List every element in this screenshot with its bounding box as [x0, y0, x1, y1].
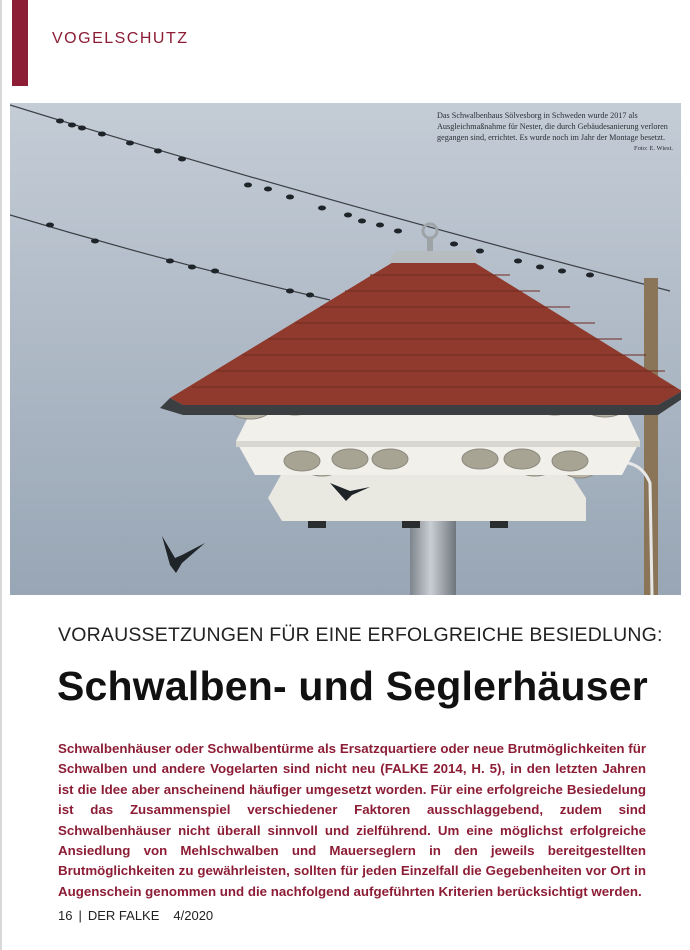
photo-caption	[437, 110, 673, 154]
page-number: 16	[58, 908, 73, 923]
page-edge	[0, 0, 2, 950]
magazine-name: DER FALKE	[87, 908, 160, 923]
photo-illustration	[10, 103, 681, 595]
article-kicker: VORAUSSETZUNGEN FÜR EINE ERFOLGREICHE BESIEDLUNG:	[58, 624, 663, 646]
roof-cap	[388, 251, 480, 263]
page-footer	[58, 908, 213, 923]
issue-number: 4/2020	[173, 908, 214, 923]
section-label: VOGELSCHUTZ	[52, 30, 189, 47]
article-lead: Schwalbenhäuser oder Schwalbentürme als Ersatzquartiere oder neue Brutmöglichkeiten für Schwalben und andere Vogelarten sind nicht neu (FALKE 2014, H. 5), in den letzten Jahren ist die Idee aber anscheinend häufiger umgesetzt worden. Für eine erfolgreiche Besiedelung ist das Zusammenspiel verschiedener Faktoren ausschlaggebend, zudem sind Schwalbenhäuser nicht überall sinnvoll und zielführend. Um eine möglichst erfolgreiche Ansiedlung von Mehlschwalben und Mauerseglern in den jeweils bereitgestellten Brutmöglichkeiten zu gewährleisten, sollten für jeden Einzelfall die Gegebenheiten vor Ort in Augenschein genommen und die nachfolgend aufgeführten Kriterien berücksichtigt werden.	[58, 741, 646, 899]
house-lower-box	[268, 473, 586, 521]
photo-credit: Foto: E. Wiest.	[634, 145, 673, 152]
article-title: Schwalben- und Seglerhäuser	[57, 663, 648, 709]
footer-separator: |	[78, 908, 82, 923]
swallow-house-photo	[10, 103, 681, 595]
section-accent-bar	[12, 0, 28, 86]
caption-text: Das Schwalbenhaus Sölvesborg in Schweden wurde 2017 als Ausgleichmaßnahme für Nester, die durch Gebäudesanierung verloren gegangen sind, errichtet. Es wurde noch im Jahr der Montage besetzt.	[437, 111, 668, 142]
